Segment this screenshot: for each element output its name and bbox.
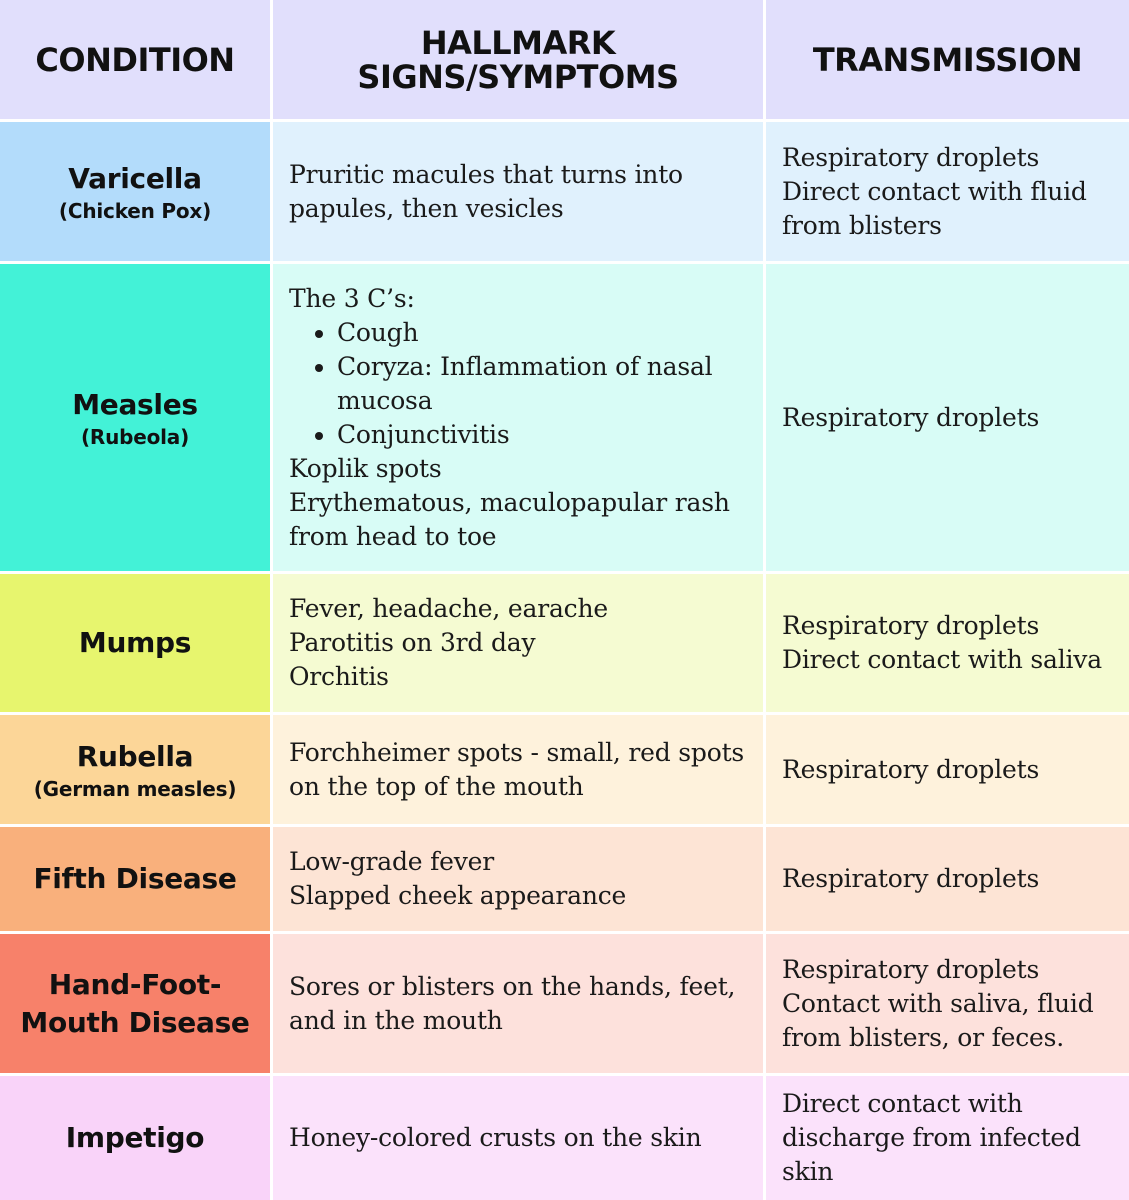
row-mumps-condition xyxy=(0,574,273,715)
header-transmission xyxy=(766,0,1129,122)
symptom-line: Orchitis xyxy=(289,662,389,691)
row-measles-condition xyxy=(0,264,273,574)
row-rubella-symptoms xyxy=(273,715,766,827)
condition-name: Varicella xyxy=(68,161,202,195)
symptom-bullet: • Cough xyxy=(337,316,755,350)
symptom-line: Parotitis on 3rd day xyxy=(289,628,536,657)
row-measles-transmission xyxy=(766,264,1129,574)
symptom-line: Honey-colored crusts on the skin xyxy=(289,1123,702,1152)
symptom-line: Sores or blisters on the hands, feet, and in the mouth xyxy=(289,971,736,1035)
symptom-line: The 3 C’s: xyxy=(289,283,415,313)
row-measles-symptoms xyxy=(273,264,766,574)
condition-name: Fifth Disease xyxy=(33,862,237,895)
row-impetigo-symptoms xyxy=(273,1076,766,1200)
symptom-line: Forchheimer spots - small, red spots on the top of the mouth xyxy=(289,737,745,801)
symptom-bullet-list xyxy=(289,316,755,452)
condition-name: Mumps xyxy=(78,626,192,659)
condition-alt-name: (Rubeola) xyxy=(80,424,190,449)
row-fifth-condition xyxy=(0,827,273,934)
transmission-line: Respiratory droplets xyxy=(782,864,1040,893)
row-rubella-condition xyxy=(0,715,273,827)
symptom-line: Low-grade fever xyxy=(289,847,495,876)
symptom-bullet: • Coryza: Inflammation of nasal mucosa xyxy=(337,350,755,418)
transmission-line: Respiratory droplets xyxy=(782,954,1040,984)
transmission-line: Respiratory droplets xyxy=(782,611,1040,640)
symptom-line: Erythematous, maculopapular rash from head to toe xyxy=(289,487,730,551)
transmission-line: Contact with saliva, fluid from blisters, or feces. xyxy=(782,988,1094,1052)
symptom-line: Slapped cheek appearance xyxy=(289,881,627,910)
row-hfm-symptoms xyxy=(273,934,766,1076)
transmission-line: Direct contact with saliva xyxy=(782,645,1102,674)
condition-name: Measles xyxy=(72,387,198,421)
row-varicella-symptoms xyxy=(273,122,766,264)
header-condition xyxy=(0,0,273,122)
transmission-line: Respiratory droplets xyxy=(782,142,1040,172)
condition-alt-name: (Chicken Pox) xyxy=(58,198,212,223)
row-hfm-transmission xyxy=(766,934,1129,1076)
condition-name-line2: Mouth Disease xyxy=(20,1005,250,1039)
transmission-line: Direct contact with discharge from infected skin xyxy=(782,1089,1081,1186)
row-rubella-transmission xyxy=(766,715,1129,827)
header-condition-label: CONDITION xyxy=(35,40,235,79)
row-mumps-transmission xyxy=(766,574,1129,715)
condition-alt-name: (German measles) xyxy=(33,776,237,801)
row-impetigo-condition xyxy=(0,1076,273,1200)
header-transmission-label: TRANSMISSION xyxy=(812,40,1083,79)
row-mumps-symptoms xyxy=(273,574,766,715)
row-impetigo-transmission xyxy=(766,1076,1129,1200)
header-hallmark-line2: SIGNS/SYMPTOMS xyxy=(357,57,679,96)
symptom-line: Pruritic macules that turns into papules, then vesicles xyxy=(289,159,683,223)
row-fifth-symptoms xyxy=(273,827,766,934)
condition-name: Impetigo xyxy=(65,1121,205,1154)
condition-name: Rubella xyxy=(76,739,194,773)
header-hallmark xyxy=(273,0,766,122)
symptom-line: Fever, headache, earache xyxy=(289,594,608,623)
transmission-line: Respiratory droplets xyxy=(782,402,1040,432)
row-hfm-condition xyxy=(0,934,273,1076)
row-fifth-transmission xyxy=(766,827,1129,934)
condition-name-line1: Hand-Foot- xyxy=(48,967,222,1001)
header-hallmark-line1: HALLMARK xyxy=(420,23,616,62)
transmission-line: Respiratory droplets xyxy=(782,754,1040,784)
symptom-bullet: • Conjunctivitis xyxy=(337,418,755,452)
row-varicella-condition xyxy=(0,122,273,264)
transmission-line: Direct contact with fluid from blisters xyxy=(782,176,1087,240)
symptom-line: Koplik spots xyxy=(289,453,442,483)
row-varicella-transmission xyxy=(766,122,1129,264)
